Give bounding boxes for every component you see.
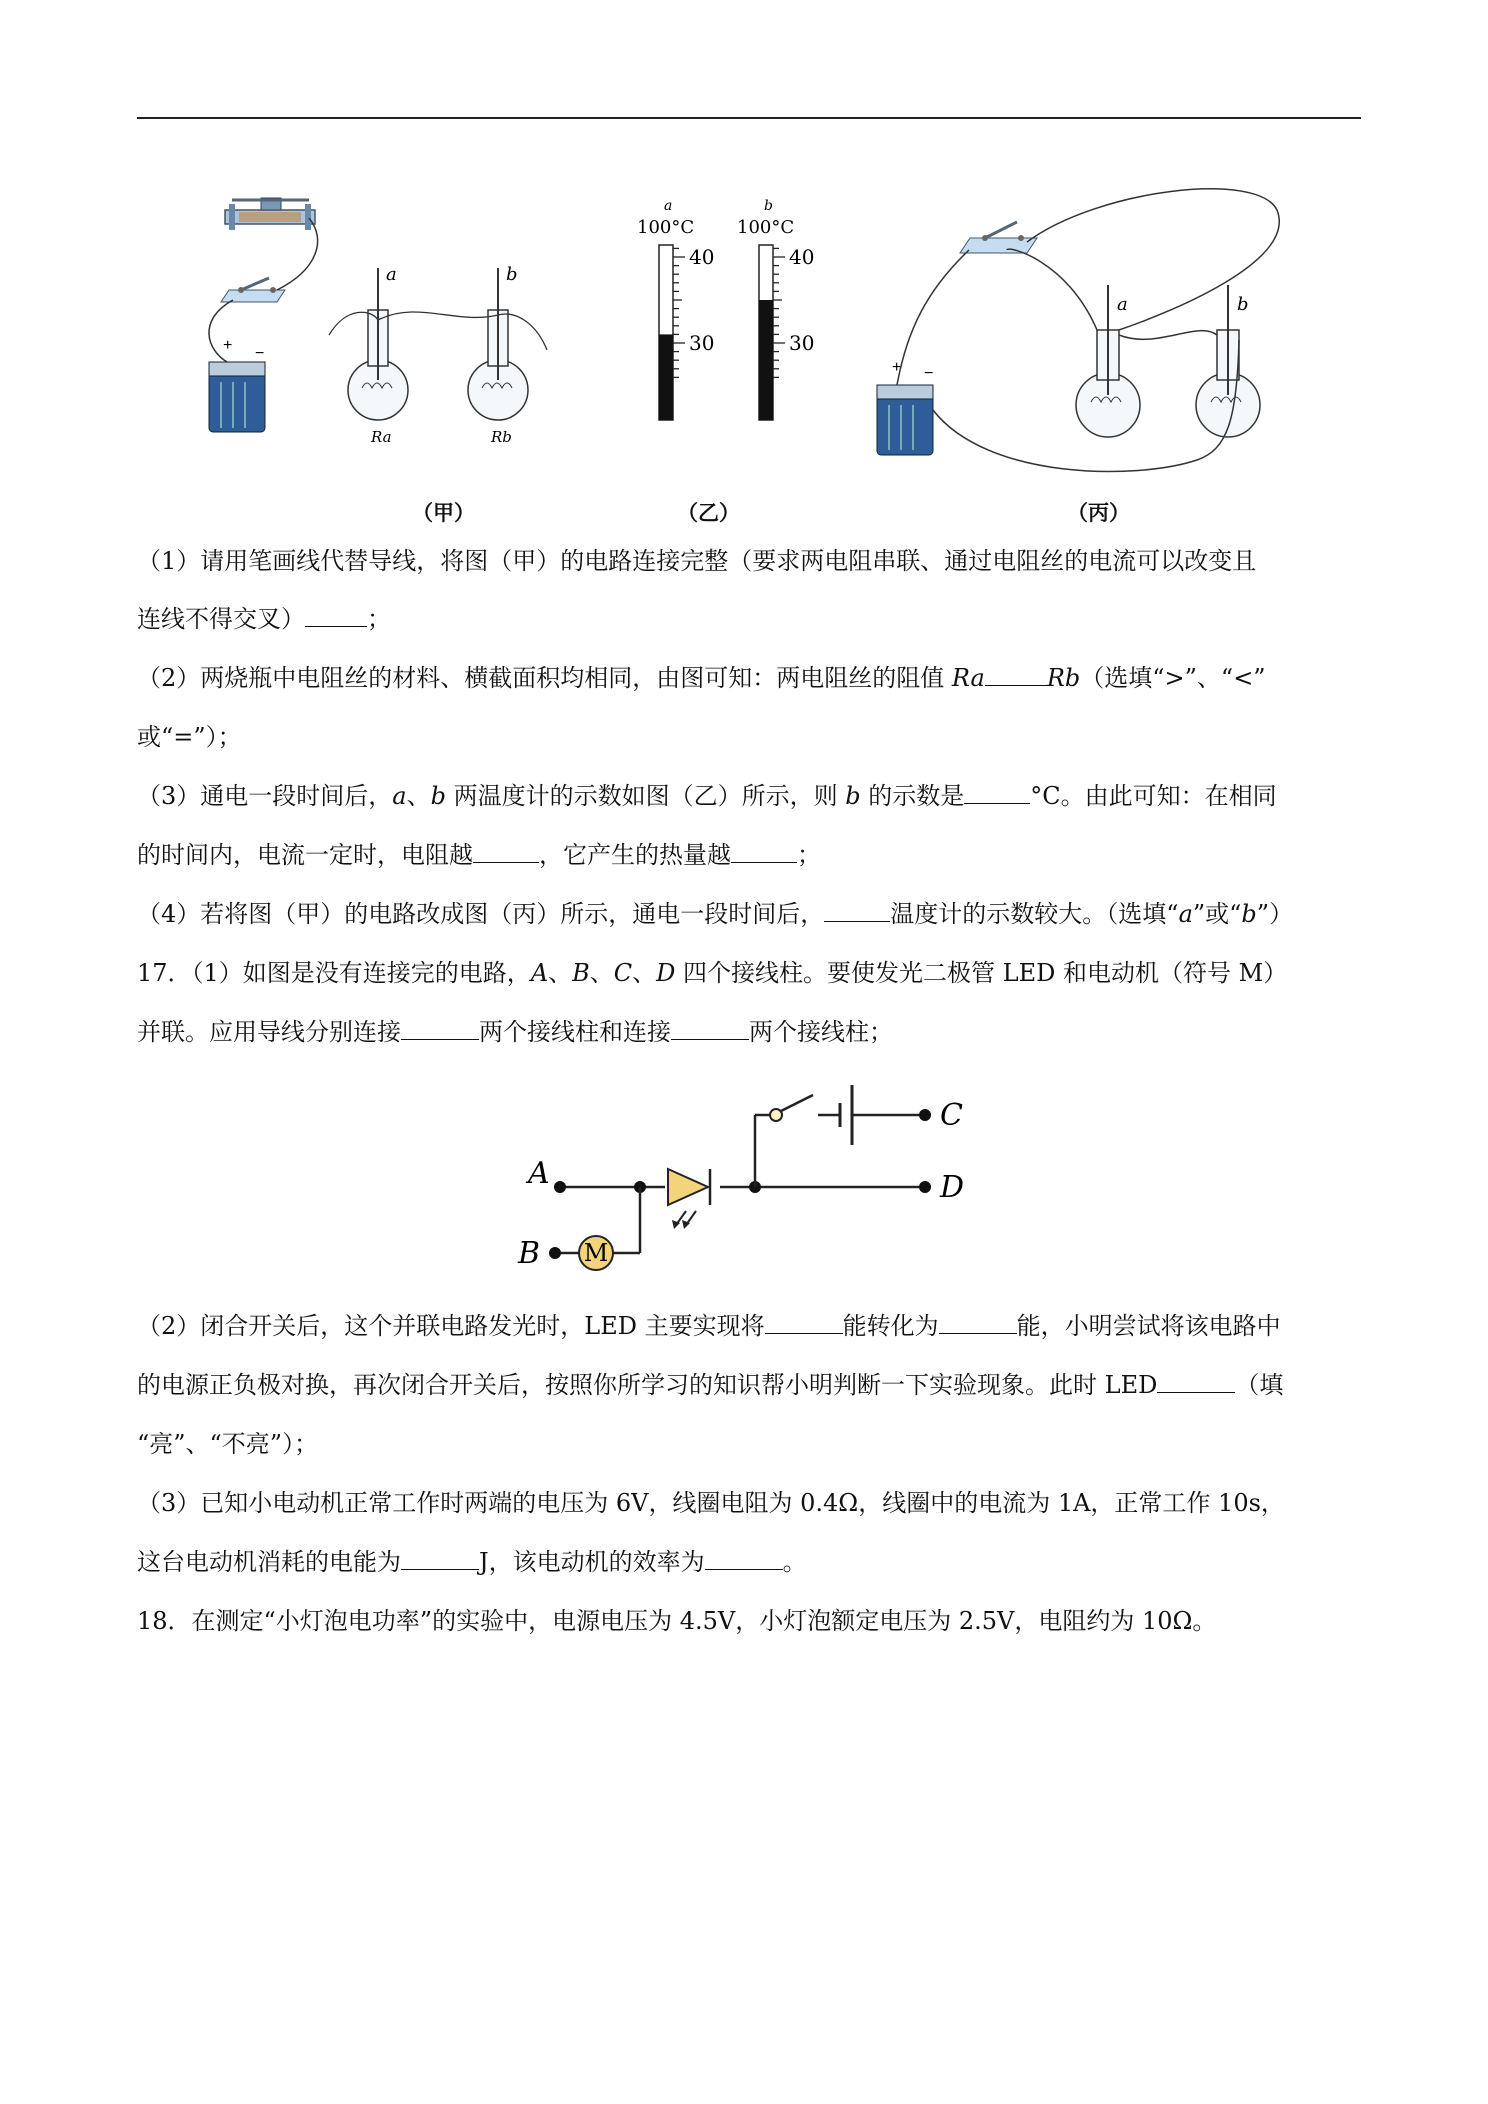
label-a: A bbox=[528, 1156, 550, 1191]
battery-bing bbox=[877, 385, 933, 455]
label-c: C bbox=[940, 1098, 963, 1133]
minus-label-bing: − bbox=[924, 365, 934, 382]
flask-b-label-bing: b bbox=[1237, 294, 1249, 315]
thermometer-a-liquid bbox=[659, 334, 673, 420]
thermometer-b-tick-40: 40 bbox=[789, 245, 815, 269]
thermometer-b-label: b bbox=[764, 198, 773, 214]
flask-b-bing bbox=[1196, 285, 1260, 437]
caption-yi: （乙） bbox=[677, 501, 740, 525]
thermometer-b-tick-30: 30 bbox=[789, 331, 815, 355]
terminal-a bbox=[554, 1181, 566, 1193]
thermometer-b bbox=[737, 198, 814, 420]
thermometer-a-label: a bbox=[664, 198, 673, 214]
thermometer-a-tick-40: 40 bbox=[689, 245, 715, 269]
q17-part2-line2: 的电源正负极对换，再次闭合开关后，按照你所学习的知识帮小明判断一下实验现象。此时 LED （填 bbox=[137, 1371, 1284, 1399]
label-d: D bbox=[940, 1170, 965, 1205]
led-icon bbox=[665, 1169, 720, 1229]
flask-b-jia bbox=[468, 268, 528, 420]
q16-part1-line1: （1）请用笔画线代替导线，将图（甲）的电路连接完整（要求两电阻串联、通过电阻丝的电流可以改变且 bbox=[137, 547, 1257, 575]
switch-bing bbox=[960, 222, 1037, 253]
q16-part3-line2: 的时间内，电流一定时，电阻越 ，它产生的热量越 ； bbox=[137, 841, 821, 869]
q18-text: 18．在测定“小灯泡电功率”的实验中，电源电压为 4.5V，小灯泡额定电压为 2.5V，电阻约为 10Ω。 bbox=[137, 1607, 1217, 1635]
switch-jia bbox=[221, 278, 285, 302]
q17-part1-line2: 并联。应用导线分别连接 两个接线柱和连接 两个接线柱； bbox=[137, 1018, 893, 1046]
minus-label: − bbox=[255, 345, 265, 362]
thermometer-b-liquid bbox=[759, 300, 773, 420]
motor-label: M bbox=[583, 1239, 609, 1267]
q16-part3-line1: （3）通电一段时间后，a、b 两温度计的示数如图（乙）所示，则 b 的示数是 °C。由此可知：在相同 bbox=[137, 782, 1277, 810]
q16-part2-line1: （2）两烧瓶中电阻丝的材料、横截面积均相同，由图可知：两电阻丝的阻值 Ra Rb（选填“>”、“<” bbox=[137, 664, 1266, 692]
caption-jia: （甲） bbox=[412, 501, 475, 525]
thermometer-a-tick-30: 30 bbox=[689, 331, 715, 355]
caption-bing: （丙） bbox=[1067, 501, 1130, 525]
terminal-c bbox=[919, 1109, 931, 1121]
flask-b-label-jia: b bbox=[506, 264, 518, 285]
plus-label: + bbox=[223, 337, 233, 354]
q17-part3-line1: （3）已知小电动机正常工作时两端的电压为 6V，线圈电阻为 0.4Ω，线圈中的电流为 1A，正常工作 10s， bbox=[137, 1489, 1285, 1517]
rheostat bbox=[225, 198, 315, 230]
thermometer-a-top-label: 100°C bbox=[637, 217, 695, 238]
q17-part2-line1: （2）闭合开关后，这个并联电路发光时，LED 主要实现将 能转化为 能，小明尝试将该电路中 bbox=[137, 1312, 1281, 1340]
flask-a-label-bing: a bbox=[1117, 294, 1128, 315]
rb-label: Rb bbox=[491, 428, 512, 446]
label-b: B bbox=[518, 1236, 541, 1271]
ra-label: Ra bbox=[371, 428, 392, 446]
circuit-diagram bbox=[500, 1075, 1020, 1275]
terminal-d bbox=[919, 1181, 931, 1193]
q16-part1-line2: 连线不得交叉） ； bbox=[137, 605, 391, 633]
flask-a-label-jia: a bbox=[386, 264, 397, 285]
thermometer-a bbox=[637, 198, 714, 420]
terminal-b bbox=[549, 1247, 561, 1259]
q16-part2-line2: 或“=”）； bbox=[137, 723, 242, 751]
q16-part4: （4）若将图（甲）的电路改成图（丙）所示，通电一段时间后， 温度计的示数较大。（选填“a”或“b”） bbox=[137, 900, 1294, 928]
flask-a-jia bbox=[348, 268, 408, 420]
q17-part2-line3: “亮”、“不亮”）； bbox=[137, 1430, 319, 1458]
header-rule bbox=[137, 117, 1361, 119]
battery-jia bbox=[209, 362, 265, 432]
thermometer-b-top-label: 100°C bbox=[737, 217, 795, 238]
figure-experiment bbox=[137, 150, 1361, 530]
plus-label-bing: + bbox=[892, 359, 902, 376]
battery-icon bbox=[840, 1085, 852, 1145]
q17-part1-line1: 17．（1）如图是没有连接完的电路，A、B、C、D 四个接线柱。要使发光二极管 LED 和电动机（符号 M） bbox=[137, 959, 1288, 987]
switch-icon bbox=[770, 1109, 782, 1121]
q17-part3-line2: 这台电动机消耗的电能为 J，该电动机的效率为 。 bbox=[137, 1548, 807, 1576]
